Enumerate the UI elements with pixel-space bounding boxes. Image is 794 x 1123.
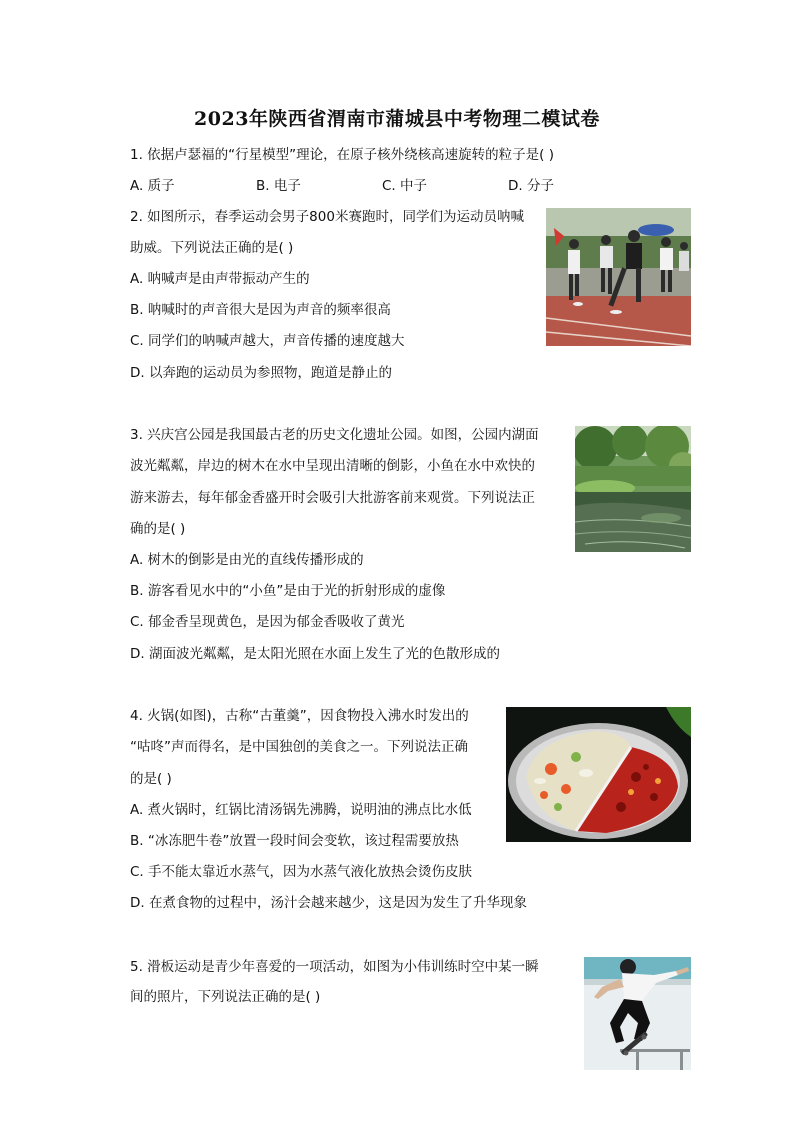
q4-stem-line-1: 4. 火锅(如图)，古称“古董羹”，因食物投入沸水时发出的 bbox=[130, 708, 469, 724]
q3-stem-line-4: 确的是( ) bbox=[130, 521, 186, 537]
q3-stem-line-3: 游来游去，每年郁金香盛开时会吸引大批游客前来观赏。下列说法正 bbox=[130, 490, 535, 506]
q3-lake-photo bbox=[575, 426, 691, 552]
q3-stem-line-2: 波光粼粼，岸边的树木在水中呈现出清晰的倒影，小鱼在水中欢快的 bbox=[130, 458, 535, 474]
q5-stem-line-1: 5. 滑板运动是青少年喜爱的一项活动，如图为小伟训练时空中某一瞬 bbox=[130, 959, 539, 975]
q1-stem-line-1: 1. 依据卢瑟福的“行星模型”理论，在原子核外绕核高速旋转的粒子是( ) bbox=[130, 147, 554, 163]
q3-stem-line-1: 3. 兴庆宫公园是我国最古老的历史文化遗址公园。如图，公园内湖面 bbox=[130, 427, 539, 443]
q3-option-d: D. 湖面波光粼粼，是太阳光照在水面上发生了光的色散形成的 bbox=[130, 646, 500, 662]
q4-stem-line-3: 的是( ) bbox=[130, 771, 172, 787]
q3-option-a: A. 树木的倒影是由光的直线传播形成的 bbox=[130, 552, 364, 568]
q2-option-c: C. 同学们的呐喊声越大，声音传播的速度越大 bbox=[130, 333, 405, 349]
q3-option-c: C. 郁金香呈现黄色，是因为郁金香吸收了黄光 bbox=[130, 614, 405, 630]
q4-option-c: C. 手不能太靠近水蒸气，因为水蒸气液化放热会烫伤皮肤 bbox=[130, 864, 473, 880]
q2-stem-line-1: 2. 如图所示，春季运动会男子800米赛跑时，同学们为运动员呐喊 bbox=[130, 209, 524, 225]
q2-option-d: D. 以奔跑的运动员为参照物，跑道是静止的 bbox=[130, 365, 392, 381]
q1-option-b: B. 电子 bbox=[256, 178, 301, 194]
q4-option-b: B. “冰冻肥牛卷”放置一段时间会变软，该过程需要放热 bbox=[130, 833, 459, 849]
q4-option-a: A. 煮火锅时，红锅比清汤锅先沸腾，说明油的沸点比水低 bbox=[130, 802, 472, 818]
q4-stem-line-2: “咕咚”声而得名，是中国独创的美食之一。下列说法正确 bbox=[130, 739, 468, 755]
q2-stem-line-2: 助威。下列说法正确的是( ) bbox=[130, 240, 294, 256]
q2-option-b: B. 呐喊时的声音很大是因为声音的频率很高 bbox=[130, 302, 391, 318]
q1-option-a: A. 质子 bbox=[130, 178, 175, 194]
q5-stem-line-2: 间的照片，下列说法正确的是( ) bbox=[130, 989, 321, 1005]
exam-title: 2023年陕西省渭南市蒲城县中考物理二模试卷 bbox=[194, 108, 600, 130]
q4-option-d: D. 在煮食物的过程中，汤汁会越来越少，这是因为发生了升华现象 bbox=[130, 895, 527, 911]
q4-hotpot-photo bbox=[506, 707, 691, 842]
q5-skateboard-photo bbox=[584, 957, 691, 1070]
q3-option-b: B. 游客看见水中的“小鱼”是由于光的折射形成的虚像 bbox=[130, 583, 446, 599]
q1-option-c: C. 中子 bbox=[382, 178, 428, 194]
q1-option-d: D. 分子 bbox=[508, 178, 554, 194]
q2-race-photo bbox=[546, 208, 691, 346]
q2-option-a: A. 呐喊声是由声带振动产生的 bbox=[130, 271, 310, 287]
